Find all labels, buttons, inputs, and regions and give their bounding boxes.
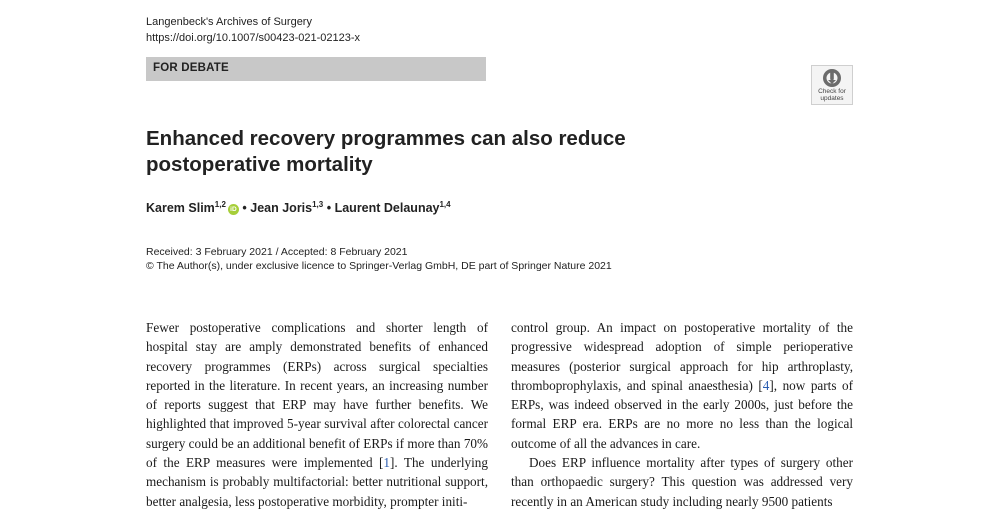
author-affiliation: 1,2 — [214, 200, 226, 209]
copyright-line: © The Author(s), under exclusive licence to Springer-Verlag GmbH, DE part of Springer Nature 2021 — [146, 260, 612, 272]
reference-link[interactable]: 1 — [383, 455, 390, 471]
section-label: FOR DEBATE — [153, 62, 229, 74]
author-name: Karem Slim — [146, 201, 215, 216]
body-paragraph: Fewer postoperative complications and shorter length of hospital stay are amply demonstrated benefits of enhanced recovery programmes (ERPs) across surgical specialties reported in the literature. In recent years, an increasing number of reports suggest that ERP may have further benefits. We highlighted that improved 5-year survival after colorectal cancer surgery could be an additional benefit of ERPs if more than 70% of the ERP measures were implemented [1]. The underlying mechanism is probably multifactorial: better nutritional support, better analgesia, less postoperative morbidity, prompter initi- — [146, 320, 488, 509]
journal-name: Langenbeck's Archives of Surgery — [146, 16, 312, 28]
check-for-updates-label: Check for updates — [818, 88, 846, 102]
orcid-icon[interactable]: iD — [228, 204, 239, 215]
author-separator: • — [242, 201, 247, 216]
body-paragraph: Does ERP influence mortality after types of surgery other than orthopaedic surgery? This question was addressed very recently in an American study including nearly 9500 patients — [511, 455, 853, 509]
author-separator: • — [326, 201, 332, 216]
body-column-right — [511, 318, 853, 511]
author-affiliation: 1,4 — [439, 200, 451, 209]
body-paragraph: control group. An impact on postoperative mortality of the progressive widespread adoption of simple perioperative measures (posterior surgical approach for hip arthroplasty, thromboprophylaxis, and spinal anaesthesia) [4], now parts of ERPs, was indeed observed in the early 2000s, just before the formal ERP era. ERPs are no more no less than the logical outcome of all the advances in care. — [511, 320, 853, 451]
check-for-updates-icon — [822, 68, 842, 88]
reference-link[interactable]: 4 — [762, 377, 770, 393]
body-column-left — [146, 318, 488, 511]
check-for-updates-badge[interactable] — [811, 65, 853, 105]
author-list — [146, 200, 451, 215]
copyright-icon: © — [146, 260, 154, 272]
doi-link[interactable]: https://doi.org/10.1007/s00423-021-02123-x — [146, 32, 361, 44]
author-affiliation: 1,3 — [312, 200, 324, 209]
received-accepted-dates: Received: 3 February 2021 / Accepted: 8 February 2021 — [146, 246, 408, 258]
author-name: Laurent Delaunay — [334, 201, 440, 216]
author-name: Jean Joris — [250, 201, 313, 216]
article-title: Enhanced recovery programmes can also reduce postoperative mortality — [146, 127, 626, 176]
section-band — [146, 57, 486, 81]
